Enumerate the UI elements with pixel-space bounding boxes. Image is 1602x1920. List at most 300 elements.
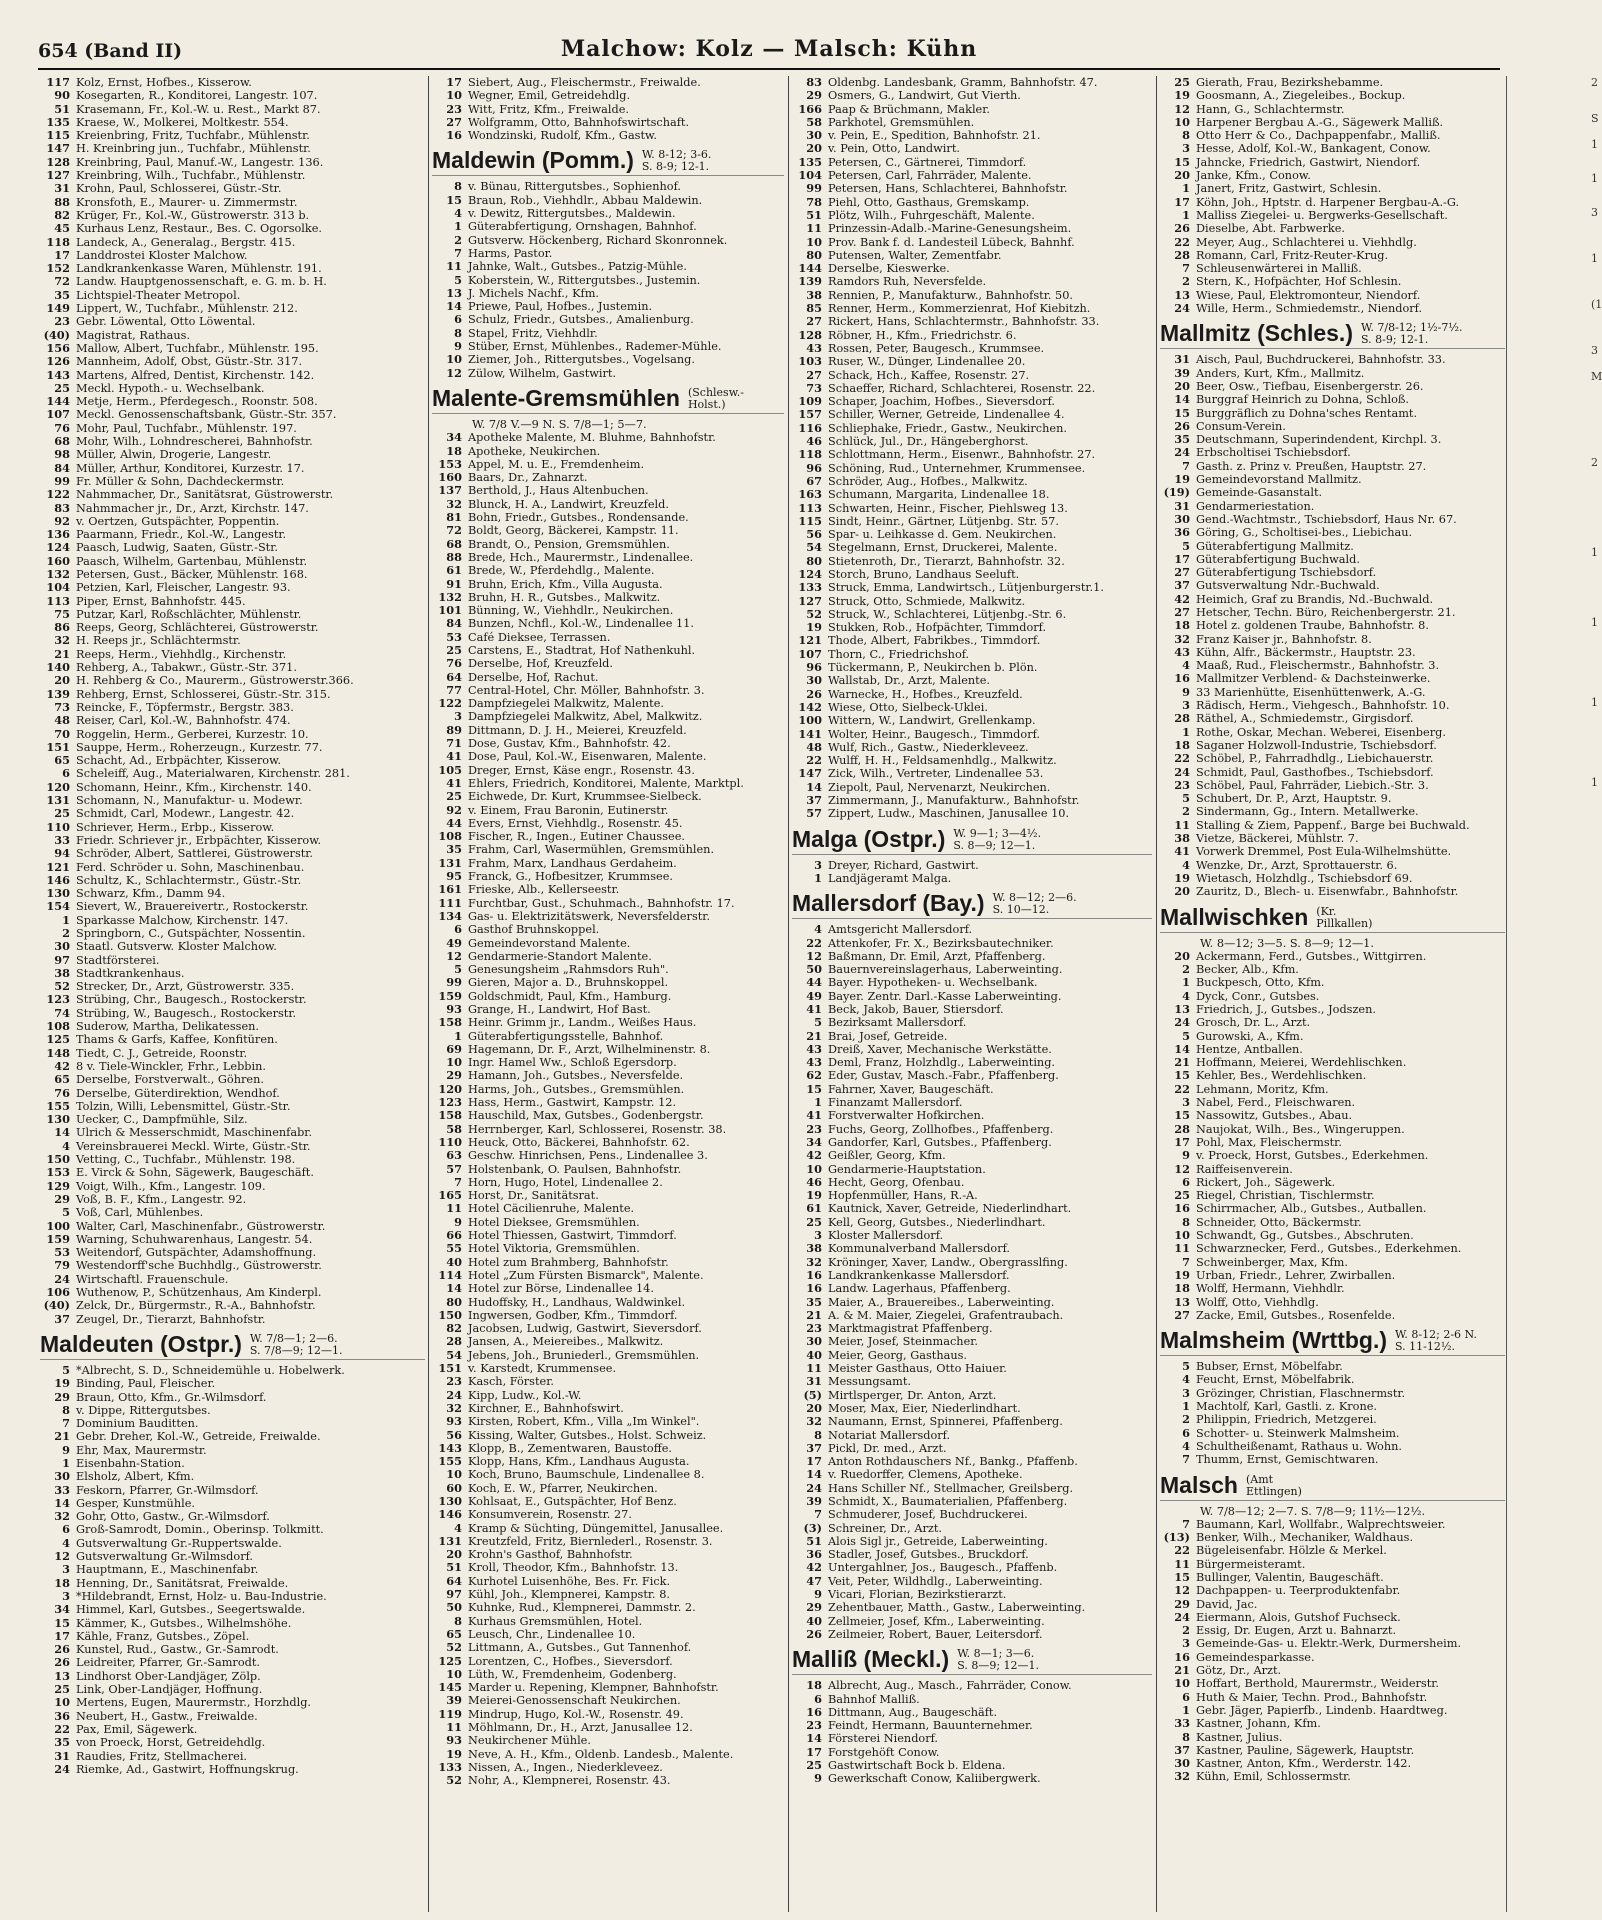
phone-number: 127: [798, 593, 822, 608]
directory-entry: [1160, 1387, 1505, 1400]
directory-entry: [432, 220, 784, 233]
phone-number: 17: [806, 1744, 822, 1759]
subscriber-text: Raudies, Fritz, Stellmacherei.: [76, 1749, 248, 1763]
directory-entry: [432, 843, 784, 856]
subscriber-text: Prinzessin-Adalb.-Marine-Genesungsheim.: [828, 222, 1072, 236]
directory-entry: [40, 674, 425, 687]
subscriber-text: Braun, Rob., Viehhdlr., Abbau Maldewin.: [468, 193, 703, 207]
phone-number: 17: [54, 1628, 70, 1643]
phone-number: 7: [1182, 1254, 1190, 1269]
subscriber-text: Untergahlner, Jos., Baugesch., Pfaffenb.: [828, 1561, 1058, 1575]
subscriber-text: Wegner, Emil, Getreidehdlg.: [468, 89, 631, 103]
subscriber-text: Magistrat, Rathaus.: [76, 328, 191, 342]
phone-number: 24: [1174, 445, 1190, 460]
phone-number: 46: [806, 1174, 822, 1189]
directory-entry: [40, 701, 425, 714]
subscriber-text: Fahrner, Xaver, Baugeschäft.: [828, 1082, 994, 1096]
directory-entry: [792, 1362, 1152, 1375]
phone-number: 30: [1174, 511, 1190, 526]
directory-entry: [432, 937, 784, 950]
phone-number: 49: [806, 988, 822, 1003]
directory-entry: [40, 1563, 425, 1576]
phone-number: 118: [798, 447, 822, 462]
subscriber-text: Götz, Dr., Arzt.: [1196, 1664, 1282, 1678]
directory-entry: [792, 963, 1152, 976]
office-hours: W. 8—12; 2—6. S. 10—12.: [992, 891, 1077, 917]
phone-number: 118: [46, 234, 70, 249]
phone-number: 45: [54, 221, 70, 236]
directory-entry: [1160, 1096, 1505, 1109]
subscriber-text: Ziemer, Joh., Rittergutsbes., Vogelsang.: [468, 353, 695, 367]
subscriber-text: Bünning, W., Viehhdlr., Neukirchen.: [468, 604, 674, 618]
directory-entry: [792, 502, 1152, 515]
directory-entry: [432, 194, 784, 207]
subscriber-text: Westendorff'sche Buchhdlg., Güstrowerstr.: [76, 1259, 322, 1273]
directory-entry: [432, 1163, 784, 1176]
directory-entry: [432, 1681, 784, 1694]
phone-number: 17: [54, 247, 70, 262]
column-4: [1160, 76, 1505, 1912]
subscriber-text: Buckpesch, Otto, Kfm.: [1196, 976, 1325, 990]
subscriber-text: Güterabfertigung Tschiebsdorf.: [1196, 566, 1377, 580]
directory-entry: [40, 1007, 425, 1020]
subscriber-text: Friedr. Schriever jr., Erbpächter, Kisserow.: [76, 833, 322, 847]
phone-number: 68: [446, 536, 462, 551]
subscriber-text: Roggelin, Herm., Gerberei, Kurzestr. 10.: [76, 727, 309, 741]
directory-entry: [1160, 792, 1505, 805]
subscriber-text: Göring, G., Scholtisei-bes., Liebichau.: [1196, 526, 1413, 540]
directory-entry: [40, 847, 425, 860]
subscriber-text: Parkhotel, Gremsmühlen.: [828, 115, 975, 129]
phone-number: 92: [54, 513, 70, 528]
phone-number: 3: [454, 709, 462, 724]
phone-number: 1: [1182, 724, 1190, 739]
subscriber-text: Bruhn, Erich, Kfm., Villa Augusta.: [468, 577, 663, 591]
directory-entry: [432, 591, 784, 604]
phone-number: 153: [46, 1165, 70, 1180]
phone-number: 149: [46, 301, 70, 316]
phone-number: 16: [806, 1267, 822, 1282]
edge-fragment: 1: [1591, 696, 1598, 709]
phone-number: 107: [46, 407, 70, 422]
subscriber-text: E. Virck & Sohn, Sägewerk, Baugeschäft.: [76, 1166, 314, 1180]
subscriber-text: Nassowitz, Gutsbes., Abau.: [1196, 1109, 1353, 1123]
phone-number: 6: [1182, 1425, 1190, 1440]
phone-number: 10: [54, 1695, 70, 1710]
directory-entry: [1160, 1677, 1505, 1690]
directory-entry: [792, 1163, 1152, 1176]
directory-entry: [1160, 540, 1505, 553]
directory-entry: [1160, 779, 1505, 792]
directory-entry: [40, 182, 425, 195]
phone-number: 48: [806, 739, 822, 754]
phone-number: 56: [446, 1427, 462, 1442]
directory-entry: [40, 688, 425, 701]
directory-entry: [792, 408, 1152, 421]
phone-number: 60: [446, 1480, 462, 1495]
directory-entry: [40, 555, 425, 568]
phone-number: 25: [806, 1214, 822, 1229]
directory-entry: [432, 764, 784, 777]
phone-number: 17: [806, 1454, 822, 1469]
phone-number: 66: [446, 1228, 462, 1243]
phone-number: 23: [806, 1321, 822, 1336]
phone-number: 125: [46, 1032, 70, 1047]
phone-number: 147: [46, 141, 70, 156]
directory-entry: [792, 1575, 1152, 1588]
directory-entry: [1160, 1664, 1505, 1677]
subscriber-text: Deutschmann, Superindendent, Kirchpl. 3.: [1196, 433, 1442, 447]
subscriber-text: Becker, Alb., Kfm.: [1196, 963, 1299, 977]
phone-number: 88: [54, 194, 70, 209]
subscriber-text: Landw. Hauptgenossenschaft, e. G. m. b. H.: [76, 275, 327, 289]
column-2: [432, 76, 784, 1912]
phone-number: 13: [1174, 1002, 1190, 1016]
subscriber-text: Meier, Georg, Gasthaus.: [828, 1348, 967, 1362]
subscriber-text: Wille, Herm., Schmiedemstr., Niendorf.: [1196, 302, 1423, 316]
phone-number: 81: [446, 510, 462, 525]
subscriber-text: Lindhorst Ober-Landjäger, Zölp.: [76, 1669, 261, 1683]
subscriber-text: Bahnhof Malliß.: [828, 1692, 920, 1706]
directory-entry: [432, 777, 784, 790]
subscriber-text: Wulf, Rich., Gastw., Niederkleveez.: [828, 740, 1029, 754]
directory-entry: [40, 887, 425, 900]
subscriber-text: v. Ruedorffer, Clemens, Apotheke.: [828, 1468, 1023, 1482]
directory-entry: [40, 116, 425, 129]
subscriber-text: Krohn's Gasthof, Bahnhofstr.: [468, 1548, 633, 1562]
directory-entry: [40, 1259, 425, 1272]
subscriber-text: Räthel, A., Schmiedemstr., Girgisdorf.: [1196, 712, 1414, 726]
subscriber-text: Franz Kaiser jr., Bahnhofstr. 8.: [1196, 632, 1372, 646]
phone-number: 83: [54, 500, 70, 515]
directory-entry: [40, 967, 425, 980]
directory-entry: [1160, 1611, 1505, 1624]
directory-entry: [432, 1069, 784, 1082]
phone-number: 18: [806, 1678, 822, 1693]
directory-entry: [792, 369, 1152, 382]
phone-number: 15: [54, 1615, 70, 1630]
directory-entry: [792, 462, 1152, 475]
directory-entry: [792, 1508, 1152, 1521]
directory-entry: [1160, 236, 1505, 249]
town-heading: [1160, 320, 1505, 349]
phone-number: 21: [806, 1028, 822, 1043]
directory-entry: [432, 300, 784, 313]
directory-entry: [1160, 553, 1505, 566]
directory-entry: [1160, 76, 1505, 89]
directory-entry: [792, 976, 1152, 989]
phone-number: 7: [1182, 1452, 1190, 1467]
edge-fragment: 2: [1591, 456, 1598, 469]
subscriber-text: Kissing, Walter, Gutsbes., Holst. Schweiz.: [468, 1428, 707, 1442]
directory-entry: [40, 541, 425, 554]
subscriber-text: Gandorfer, Karl, Gutsbes., Pfaffenberg.: [828, 1135, 1052, 1149]
phone-number: 37: [1174, 1742, 1190, 1757]
directory-entry: [432, 1296, 784, 1309]
directory-entry: [792, 1030, 1152, 1043]
subscriber-text: Riegel, Christian, Tischlermstr.: [1196, 1189, 1375, 1203]
directory-entry: [40, 767, 425, 780]
directory-entry: [432, 1468, 784, 1481]
phone-number: 92: [446, 802, 462, 817]
subscriber-text: Hans Schiller Nf., Stellmacher, Greilsberg.: [828, 1481, 1074, 1495]
directory-entry: [432, 1256, 784, 1269]
phone-number: 34: [806, 1134, 822, 1149]
subscriber-text: Hopfenmüller, Hans, R.-A.: [828, 1189, 978, 1203]
subscriber-text: Beck, Jakob, Bauer, Stiersdorf.: [828, 1003, 1004, 1016]
phone-number: 11: [446, 259, 462, 274]
subscriber-text: Kreutzfeld, Fritz, Biernlederl., Rosenstr. 3.: [468, 1534, 713, 1548]
phone-number: 44: [446, 815, 462, 830]
subscriber-text: Forstgehöft Conow.: [828, 1745, 940, 1759]
directory-entry: [432, 234, 784, 247]
phone-number: 56: [806, 527, 822, 542]
subscriber-text: Wolff, Hermann, Viehhdlr.: [1196, 1282, 1345, 1296]
phone-number: 28: [446, 1334, 462, 1349]
phone-number: 51: [806, 1533, 822, 1548]
office-hours: W. 8-12; 3-6. S. 8-9; 12-1.: [641, 148, 712, 174]
directory-entry: [432, 1522, 784, 1535]
directory-entry: [1160, 859, 1505, 872]
subscriber-text: Struck, W., Schlachterei, Lütjenbg.-Str. 6.: [828, 607, 1067, 621]
subscriber-text: Hotel z. goldenen Traube, Bahnhofstr. 8.: [1196, 619, 1429, 633]
subscriber-text: Jebens, Joh., Bruniederl., Gremsmühlen.: [468, 1348, 700, 1362]
phone-number: 14: [54, 1495, 70, 1510]
subscriber-text: Gendarmerie-Standort Malente.: [468, 949, 652, 963]
directory-entry: [40, 156, 425, 169]
subscriber-text: Wallstab, Dr., Arzt, Malente.: [828, 674, 990, 688]
phone-number: 19: [1174, 1267, 1190, 1282]
phone-number: 20: [1174, 168, 1190, 183]
subscriber-text: Vereinsbrauerei Meckl. Wirte, Güstr.-Str.: [76, 1139, 311, 1153]
directory-entry: [40, 1033, 425, 1046]
subscriber-text: Voß, Carl, Mühlenbes.: [76, 1206, 204, 1220]
directory-entry: [432, 1362, 784, 1375]
subscriber-text: Kühn, Alfr., Bäckermstr., Hauptstr. 23.: [1196, 645, 1416, 659]
subscriber-text: Pohl, Max, Fleischermstr.: [1196, 1135, 1342, 1149]
phone-number: 32: [806, 1254, 822, 1269]
directory-entry: [40, 502, 425, 515]
directory-entry: [1160, 446, 1505, 459]
directory-entry: [40, 1537, 425, 1550]
phone-number: 51: [54, 101, 70, 116]
directory-entry: [792, 794, 1152, 807]
subscriber-text: Gewerkschaft Conow, Kaliibergwerk.: [828, 1772, 1041, 1786]
subscriber-text: Schwarz, Kfm., Damm 94.: [76, 887, 226, 901]
directory-entry: [1160, 433, 1505, 446]
phone-number: 158: [438, 1108, 462, 1123]
phone-number: 7: [62, 1416, 70, 1431]
phone-number: 21: [1174, 1055, 1190, 1070]
phone-number: 33: [1174, 1716, 1190, 1731]
directory-entry: [792, 872, 1152, 885]
subscriber-text: Paasch, Wilhelm, Gartenbau, Mühlenstr.: [76, 554, 308, 568]
directory-entry: [792, 621, 1152, 634]
directory-entry: [40, 1590, 425, 1603]
directory-entry: [792, 435, 1152, 448]
subscriber-text: Kreinbring, Wilh., Tuchfabr., Mühlenstr.: [76, 169, 306, 183]
subscriber-text: Feucht, Ernst, Möbelfabrik.: [1196, 1373, 1355, 1387]
directory-entry: [792, 1548, 1152, 1561]
subscriber-text: Wondzinski, Rudolf, Kfm., Gastw.: [468, 129, 657, 143]
directory-entry: [1160, 1176, 1505, 1189]
directory-entry: [792, 1429, 1152, 1442]
directory-entry: [792, 1109, 1152, 1122]
edge-fragment: 1: [1591, 138, 1598, 151]
phone-number: 23: [1174, 777, 1190, 792]
subscriber-text: Hoffmann, Meierei, Werdehlischken.: [1196, 1056, 1407, 1070]
subscriber-text: Walter, Carl, Maschinenfabr., Güstrowerstr.: [76, 1219, 326, 1233]
directory-entry: [1160, 739, 1505, 752]
phone-number: 29: [806, 1600, 822, 1615]
directory-entry: [1160, 566, 1505, 579]
subscriber-text: Koch, E. W., Pfarrer, Neukirchen.: [468, 1481, 658, 1495]
subscriber-text: Kosegarten, R., Konditorei, Langestr. 107.: [76, 89, 318, 103]
directory-entry: [1160, 1453, 1505, 1466]
directory-entry: [40, 1140, 425, 1153]
column-divider: [428, 76, 429, 1912]
next-page-edge: [1506, 76, 1601, 1912]
subscriber-text: Bunzen, Nchfl., Kol.-W., Lindenallee 11.: [468, 617, 694, 631]
phone-number: 64: [446, 669, 462, 684]
town-heading: [1160, 1472, 1505, 1501]
directory-entry: [1160, 1651, 1505, 1664]
phone-number: 130: [46, 886, 70, 901]
phone-number: 128: [798, 327, 822, 342]
phone-number: 140: [46, 660, 70, 675]
phone-number: 19: [1174, 870, 1190, 885]
phone-number: 4: [1182, 658, 1190, 673]
directory-entry: [432, 511, 784, 524]
directory-entry: [40, 475, 425, 488]
phone-number: (5): [803, 1387, 822, 1402]
phone-number: 154: [46, 899, 70, 914]
phone-number: 19: [54, 1376, 70, 1391]
phone-number: 26: [54, 1642, 70, 1657]
directory-entry: [432, 1282, 784, 1295]
subscriber-text: Kühn, Emil, Schlossermstr.: [1196, 1770, 1351, 1784]
phone-number: 20: [1174, 884, 1190, 899]
phone-number: 93: [446, 1414, 462, 1429]
directory-entry: [792, 937, 1152, 950]
subscriber-text: Piehl, Otto, Gasthaus, Gremskamp.: [828, 195, 1030, 209]
directory-entry: [40, 1750, 425, 1763]
phone-number: (3): [803, 1520, 822, 1535]
phone-number: 105: [438, 762, 462, 777]
edge-fragment: 3: [1591, 344, 1598, 357]
phone-number: 17: [1174, 1134, 1190, 1149]
phone-number: 91: [446, 576, 462, 591]
phone-number: 32: [806, 1414, 822, 1429]
directory-entry: [432, 1242, 784, 1255]
phone-number: 33: [54, 1482, 70, 1497]
directory-entry: [1160, 209, 1505, 222]
phone-number: 38: [806, 287, 822, 302]
subscriber-text: Harms, Joh., Gutsbes., Gremsmühlen.: [468, 1082, 685, 1096]
phone-number: 139: [798, 274, 822, 289]
directory-entry: [792, 661, 1152, 674]
phone-number: 5: [62, 1362, 70, 1377]
phone-number: 135: [798, 154, 822, 169]
directory-entry: [792, 156, 1152, 169]
phone-number: 24: [1174, 301, 1190, 316]
subscriber-text: Zick, Wilh., Vertreter, Lindenallee 53.: [828, 767, 1044, 781]
phone-number: 13: [1174, 287, 1190, 302]
directory-entry: [432, 1495, 784, 1508]
directory-entry: [1160, 1083, 1505, 1096]
subscriber-text: Wietasch, Holzhdlg., Tschiebsdorf 69.: [1196, 871, 1413, 885]
subscriber-text: Storch, Bruno, Landhaus Seeluft.: [828, 567, 1020, 581]
directory-entry: [792, 129, 1152, 142]
subscriber-text: Zauritz, D., Blech- u. Eisenwfabr., Bahnhofstr.: [1196, 885, 1459, 899]
directory-entry: [792, 302, 1152, 315]
directory-entry: [1160, 963, 1505, 976]
subscriber-text: Bezirksamt Mallersdorf.: [828, 1016, 967, 1030]
directory-entry: [432, 564, 784, 577]
phone-number: 150: [438, 1307, 462, 1322]
directory-entry: [40, 1417, 425, 1430]
phone-number: 16: [1174, 1201, 1190, 1216]
subscriber-text: Dose, Gustav, Kfm., Bahnhofstr. 42.: [468, 737, 671, 751]
directory-entry: [40, 1404, 425, 1417]
phone-number: 15: [806, 1081, 822, 1096]
subscriber-text: Gohr, Otto, Gastw., Gr.-Wilmsdorf.: [76, 1510, 270, 1524]
subscriber-text: Petersen, Gust., Bäcker, Mühlenstr. 168.: [76, 567, 308, 581]
phone-number: 165: [438, 1188, 462, 1203]
phone-number: 23: [806, 1718, 822, 1733]
phone-number: 41: [446, 749, 462, 764]
phone-number: 82: [54, 207, 70, 222]
phone-number: 6: [62, 766, 70, 781]
office-hours: (Schlesw.- Holst.): [687, 385, 745, 411]
phone-number: 10: [1174, 114, 1190, 129]
phone-number: 35: [54, 287, 70, 302]
phone-number: 19: [806, 1188, 822, 1203]
phone-number: 32: [446, 496, 462, 511]
directory-entry: [40, 1087, 425, 1100]
subscriber-text: Kloster Mallersdorf.: [828, 1229, 944, 1243]
phone-number: 3: [62, 1588, 70, 1603]
phone-number: 37: [54, 1311, 70, 1326]
subscriber-text: Gutsverw. Höckenberg, Richard Skonronnek.: [468, 233, 728, 247]
directory-entry: [432, 287, 784, 300]
directory-entry: [1160, 526, 1505, 539]
directory-entry: [432, 804, 784, 817]
directory-entry: [792, 1176, 1152, 1189]
town-name: Malsch: [1160, 1471, 1238, 1498]
directory-entry: [792, 1402, 1152, 1415]
subscriber-text: Gutsverwaltung Ndr.-Buchwald.: [1196, 579, 1380, 593]
directory-entry: [792, 1282, 1152, 1295]
directory-entry: [40, 76, 425, 89]
phone-number: 5: [454, 272, 462, 287]
directory-entry: [1160, 1757, 1505, 1770]
subscriber-text: Stukken, Rob., Hofpächter, Timmdorf.: [828, 621, 1047, 635]
phone-number: 11: [1174, 1556, 1190, 1571]
subscriber-text: Nissen, A., Ingen., Niederkleveez.: [468, 1760, 663, 1774]
subscriber-text: Wiese, Paul, Elektromonteur, Niendorf.: [1196, 288, 1421, 302]
directory-entry: [792, 1468, 1152, 1481]
phone-number: 25: [1174, 1188, 1190, 1203]
directory-entry: [40, 1470, 425, 1483]
directory-entry: [432, 1149, 784, 1162]
directory-entry: [792, 1043, 1152, 1056]
subscriber-text: Schliephake, Friedr., Gastw., Neukirchen.: [828, 421, 1067, 435]
directory-entry: [40, 874, 425, 887]
directory-entry: [792, 1679, 1152, 1692]
subscriber-text: Rennien, P., Manufakturw., Bahnhofstr. 50.: [828, 288, 1074, 302]
phone-number: 13: [54, 1668, 70, 1683]
